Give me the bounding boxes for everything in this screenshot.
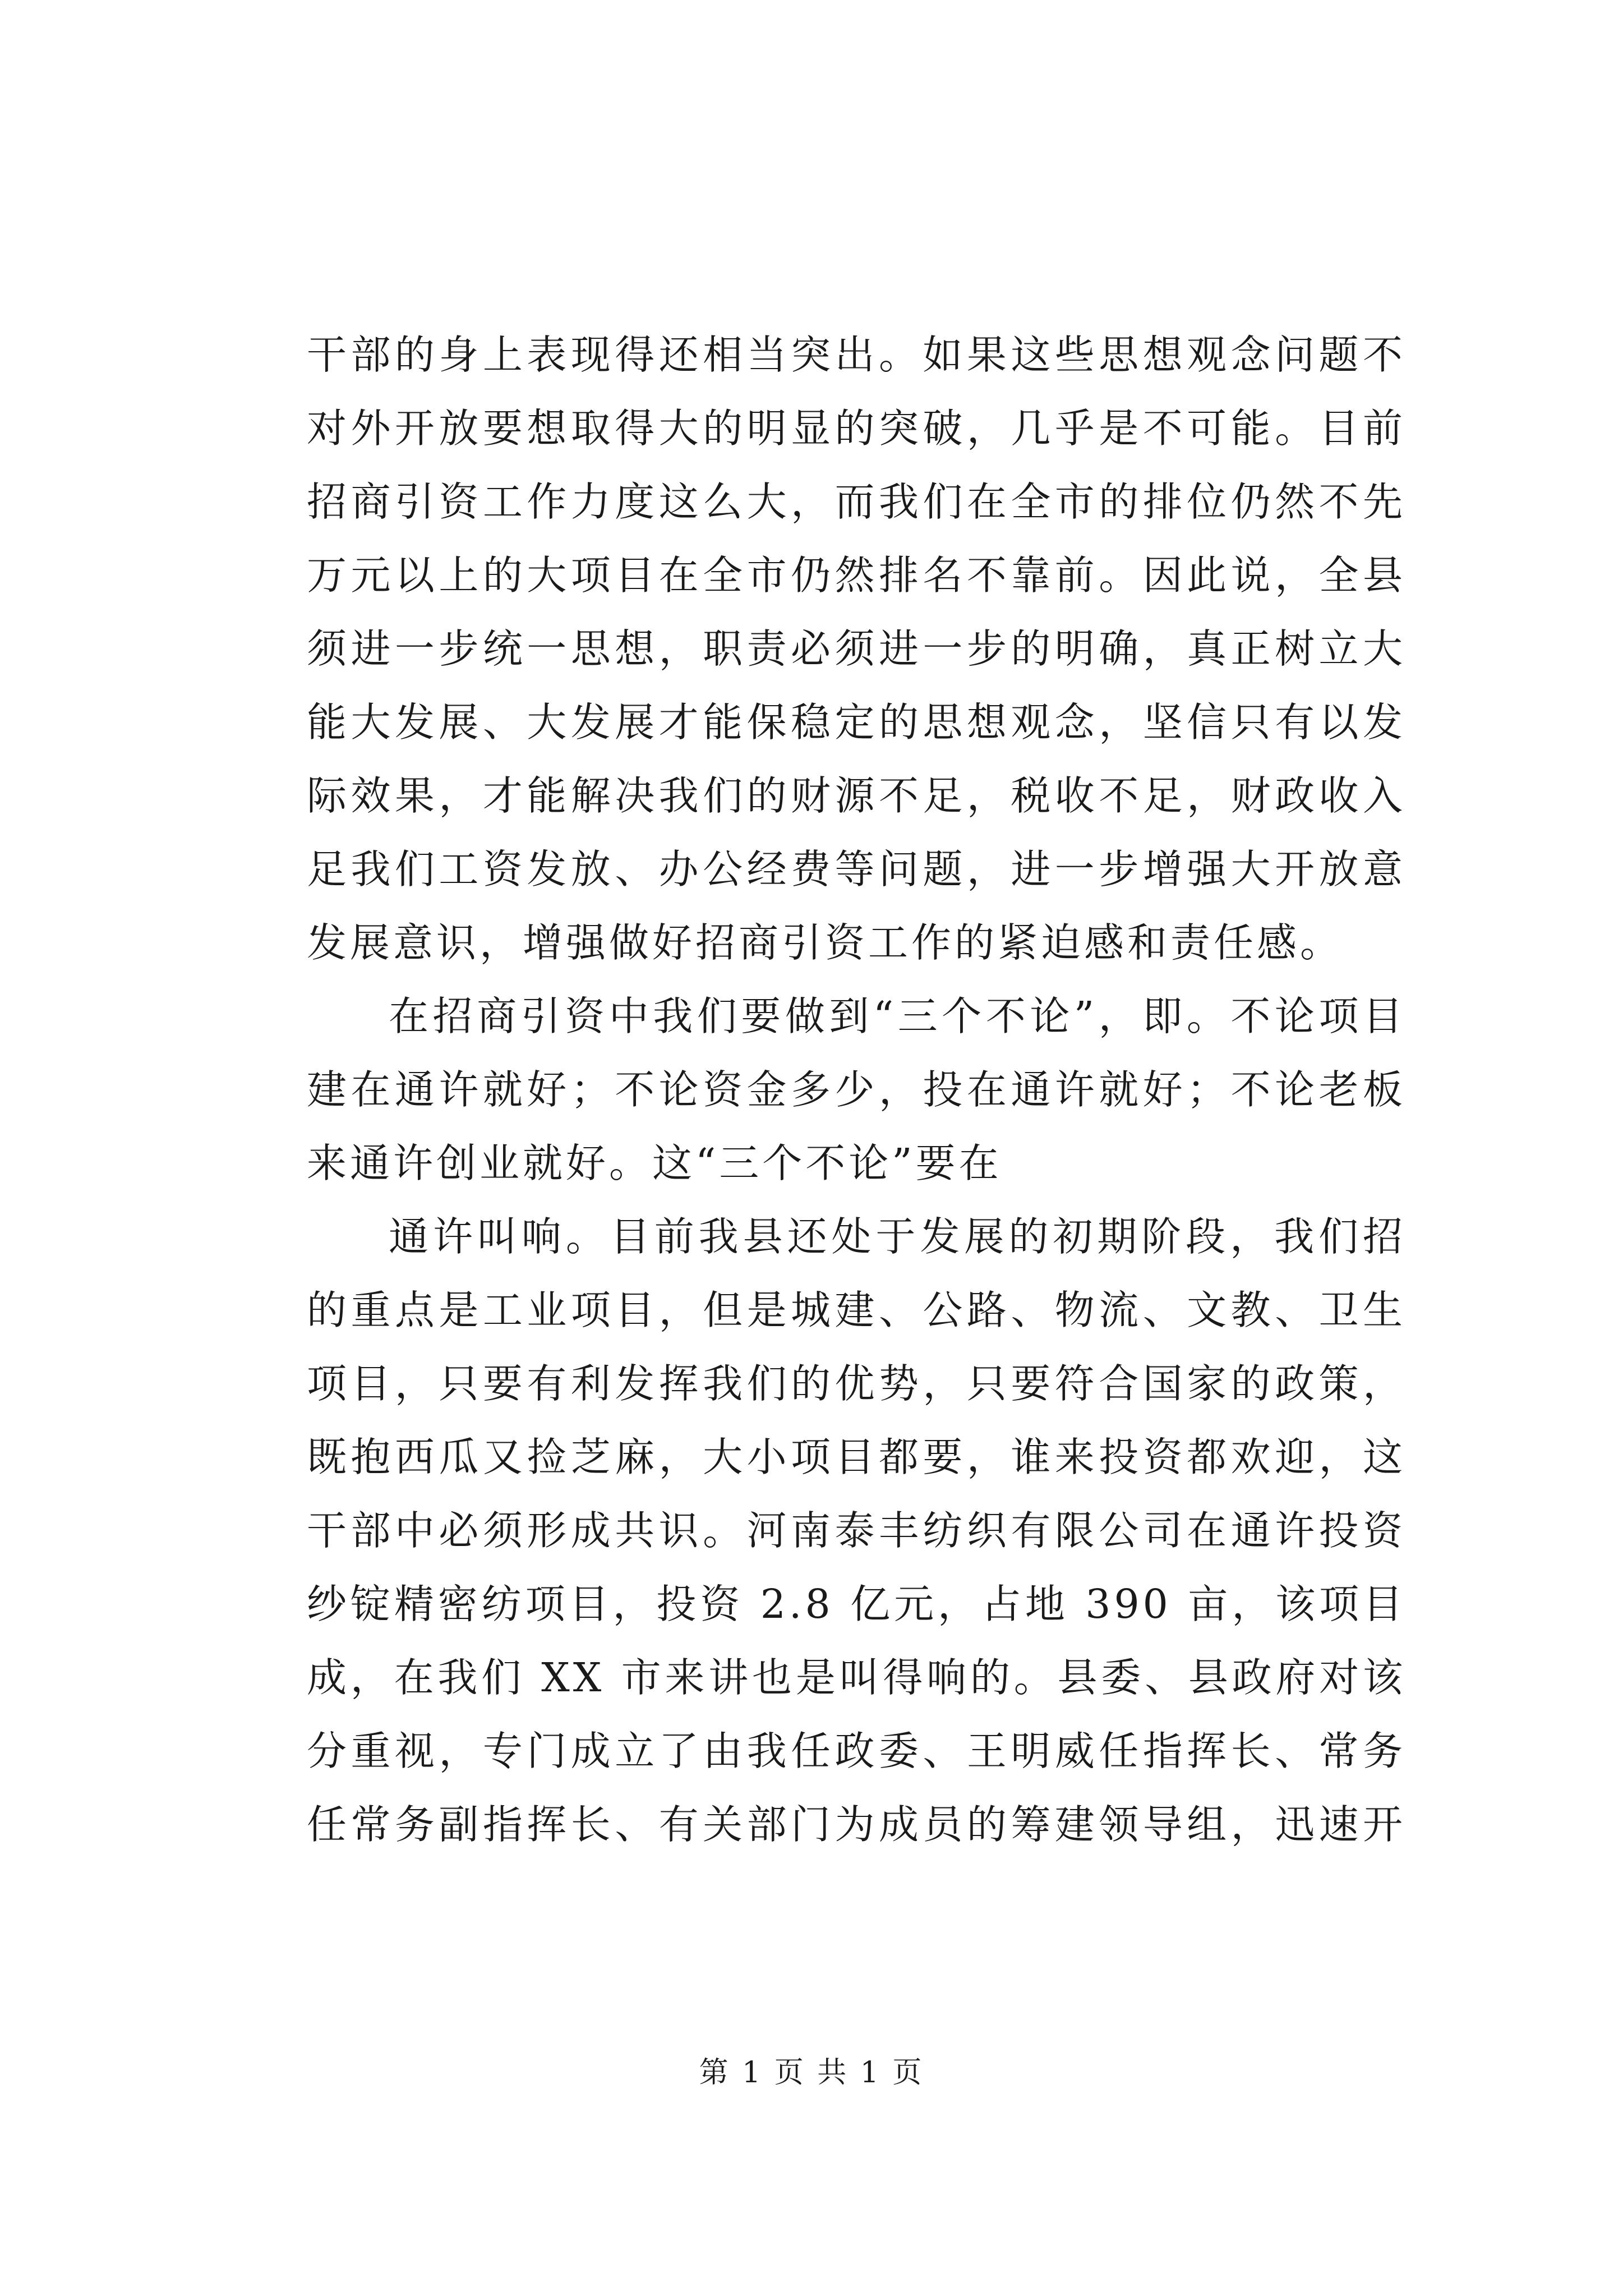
text-line: 足我们工资发放、办公经费等问题，进一步增强大开放意 bbox=[307, 846, 1406, 892]
paragraph-first-line: 通许叫响。目前我县还处于发展的初期阶段，我们招 bbox=[389, 1213, 1406, 1260]
text-line: 发展意识，增强做好招商引资工作的紧迫感和责任感。 bbox=[307, 919, 1344, 966]
text-line: 既抱西瓜又捡芝麻，大小项目都要，谁来投资都欢迎，这 bbox=[307, 1434, 1406, 1480]
text-line: 须进一步统一思想，职责必须进一步的明确，真正树立大 bbox=[307, 625, 1406, 672]
paragraph-first-line: 在招商引资中我们要做到“三个不论”，即。不论项目 bbox=[389, 993, 1406, 1039]
text-line: 招商引资工作力度这么大，而我们在全市的排位仍然不先 bbox=[307, 478, 1406, 525]
page-number-footer: 第 1 页 共 1 页 bbox=[699, 2056, 924, 2090]
text-line: 能大发展、大发展才能保稳定的思想观念，坚信只有以发 bbox=[307, 699, 1406, 746]
text-line: 分重视，专门成立了由我任政委、王明威任指挥长、常务 bbox=[307, 1728, 1406, 1774]
text-line: 来通许创业就好。这“三个不论”要在 bbox=[307, 1140, 1002, 1186]
text-line: 任常务副指挥长、有关部门为成员的筹建领导组，迅速开 bbox=[307, 1801, 1406, 1848]
text-line: 万元以上的大项目在全市仍然排名不靠前。因此说，全县 bbox=[307, 552, 1406, 599]
text-line: 的重点是工业项目，但是城建、公路、物流、文教、卫生 bbox=[307, 1287, 1406, 1333]
text-line: 纱锭精密纺项目，投资 2.8 亿元，占地 390 亩，该项目 bbox=[307, 1581, 1406, 1627]
text-line: 成，在我们 XX 市来讲也是叫得响的。县委、县政府对该 bbox=[307, 1654, 1406, 1701]
text-line: 建在通许就好；不论资金多少，投在通许就好；不论老板 bbox=[307, 1066, 1406, 1113]
text-line: 际效果，才能解决我们的财源不足，税收不足，财政收入 bbox=[307, 772, 1406, 819]
text-line: 干部的身上表现得还相当突出。如果这些思想观念问题不 bbox=[307, 332, 1406, 378]
text-line: 干部中必须形成共识。河南泰丰纺织有限公司在通许投资 bbox=[307, 1507, 1406, 1554]
text-line: 项目，只要有利发挥我们的优势，只要符合国家的政策， bbox=[307, 1360, 1406, 1407]
text-line: 对外开放要想取得大的明显的突破，几乎是不可能。目前 bbox=[307, 405, 1406, 452]
